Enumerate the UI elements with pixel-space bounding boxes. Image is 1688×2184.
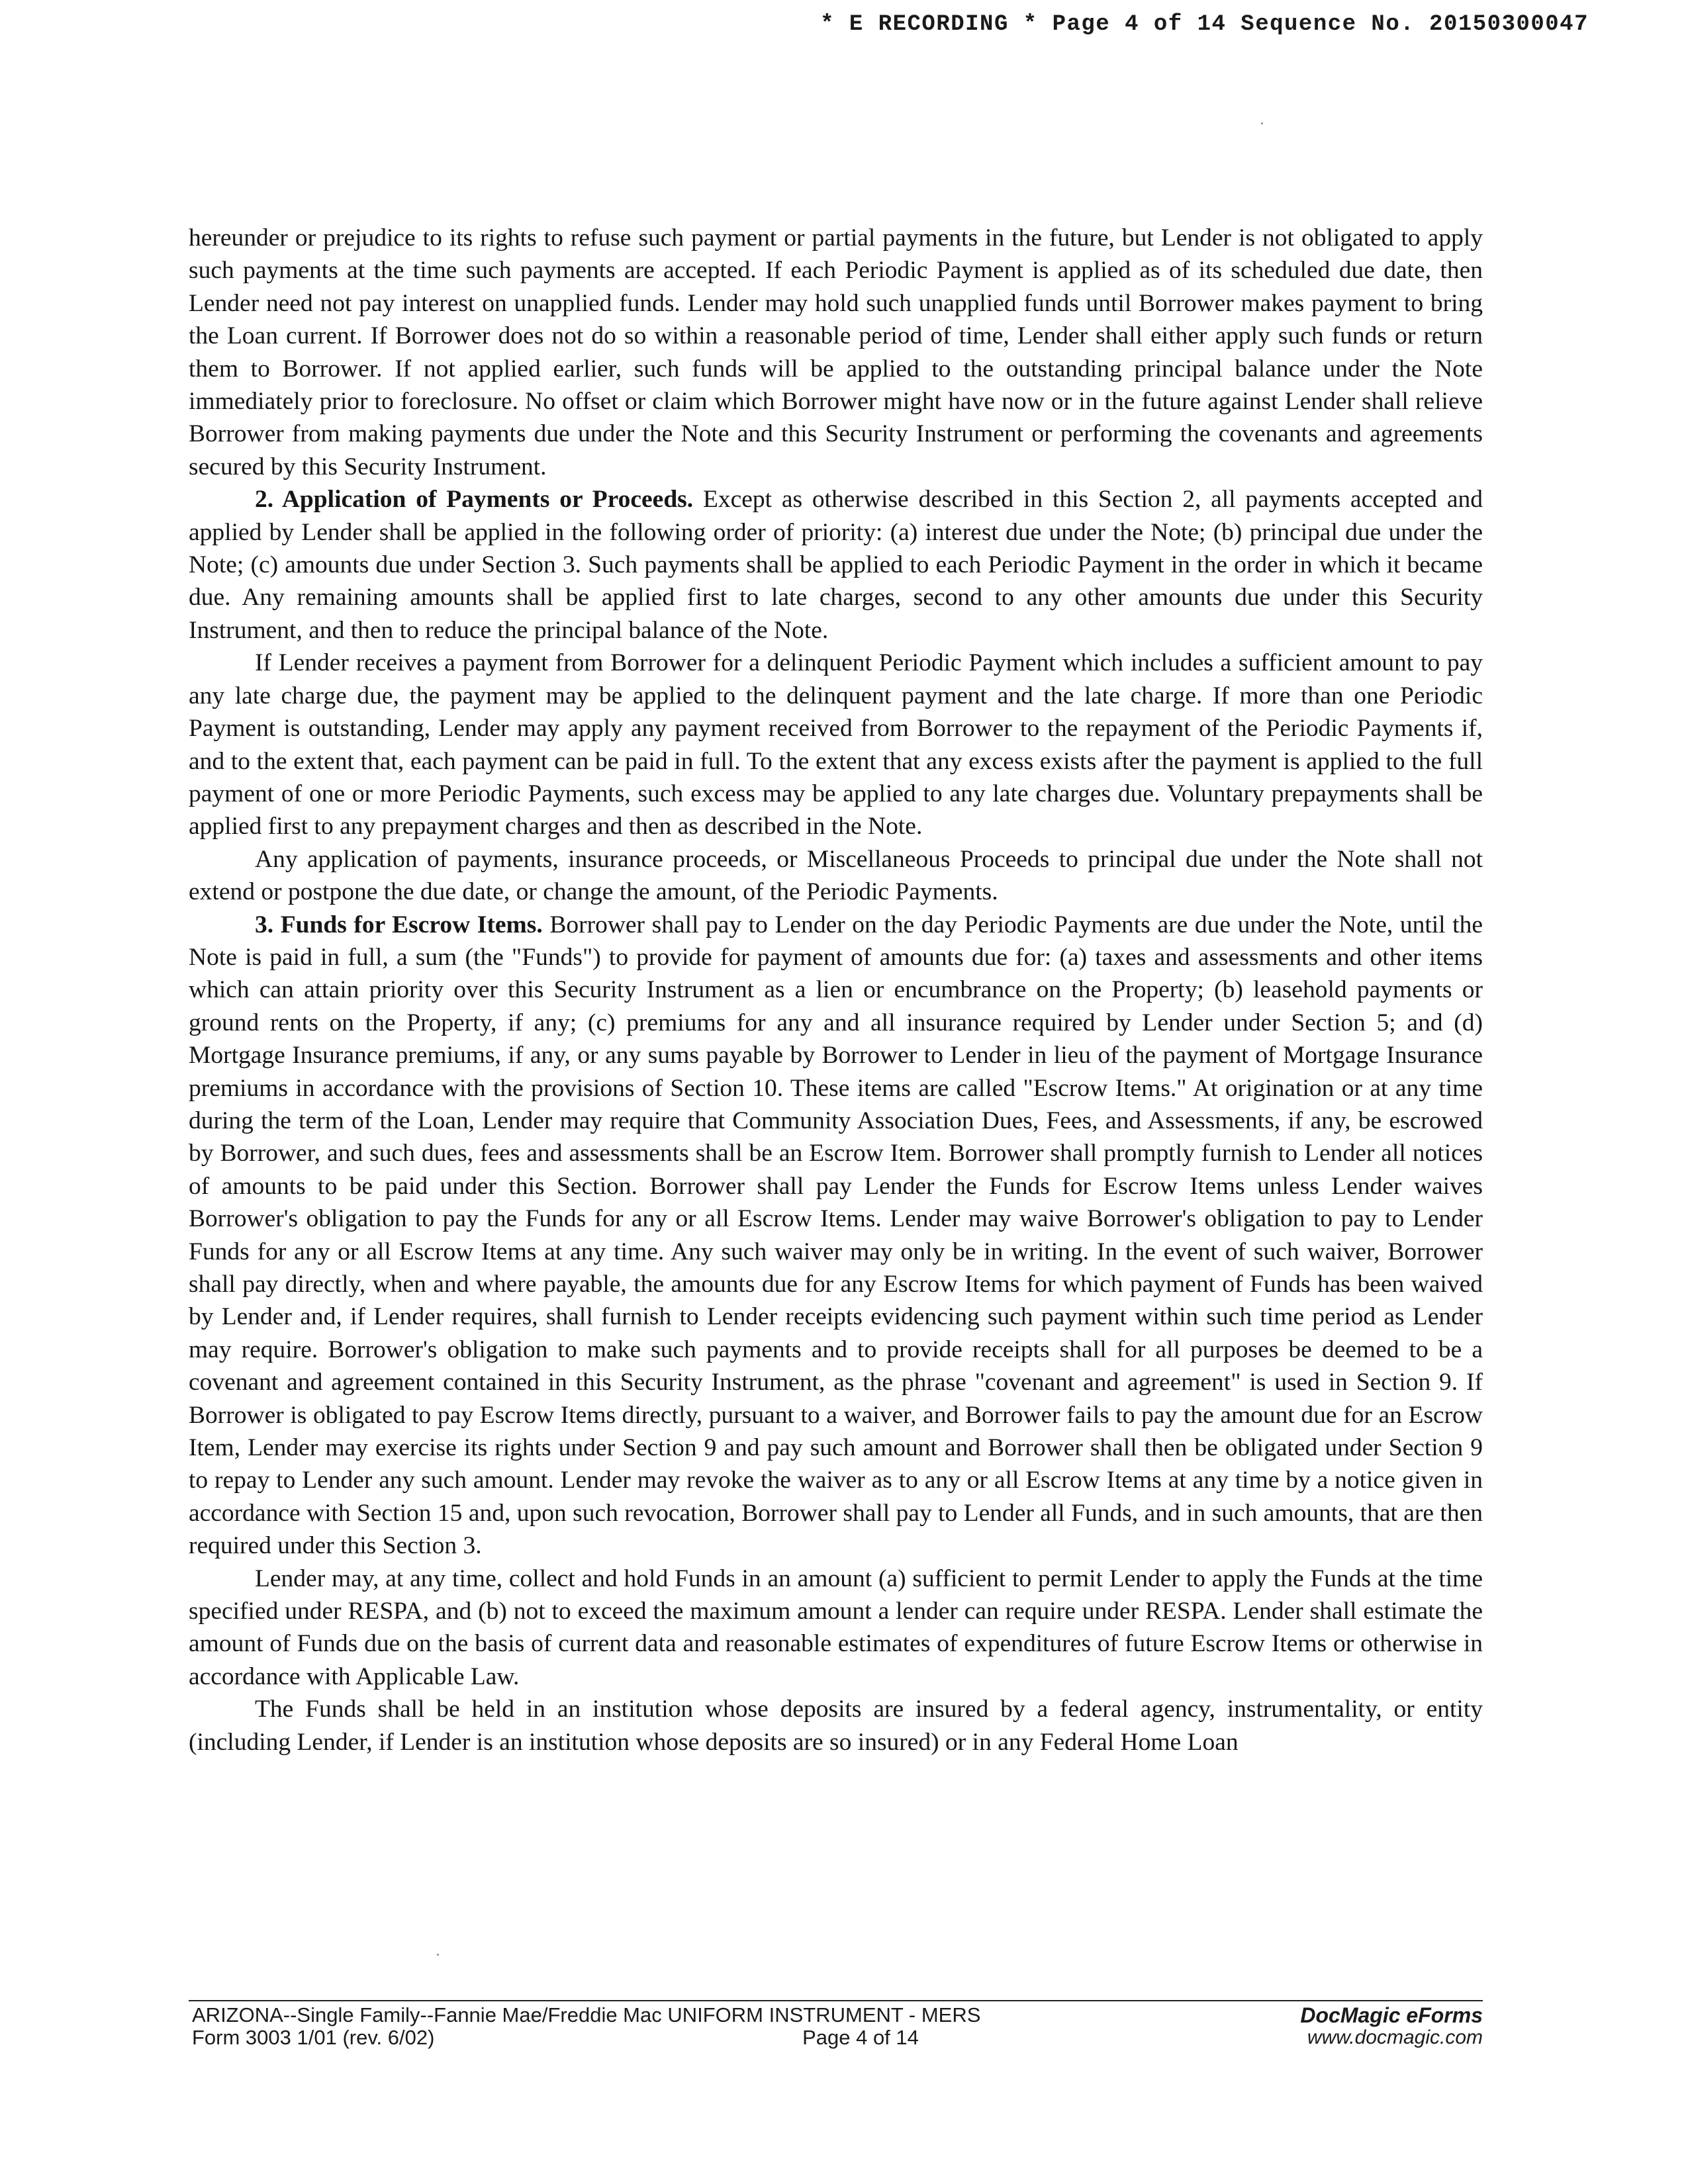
document-body xyxy=(189,222,1483,1758)
paragraph xyxy=(189,647,1483,842)
section-2-heading: 2. Application of Payments or Proceeds. xyxy=(255,486,703,514)
paragraph-continuation xyxy=(189,222,1483,483)
recording-header: * E RECORDING * Page 4 of 14 Sequence No. 20150300047 xyxy=(820,12,1589,37)
paragraph-text: The Funds shall be held in an institution whose deposits are insured by a federal agency, instrumentality, or entity (including Lender, if Lender is an institution whose deposits are so insured) or in any Federal Home Loan xyxy=(189,1696,1483,1756)
footer-brand-block xyxy=(1300,2004,1483,2049)
paragraph xyxy=(189,1693,1483,1758)
paragraph xyxy=(189,843,1483,909)
footer-url: www.docmagic.com xyxy=(1307,2026,1483,2048)
paragraph-text: Except as otherwise described in this Section 2, all payments accepted and applied by Lender shall be applied in the following order of priority: (a) interest due under the Note; (b) principal due under the Note; (c) amounts due under Section 3. Such payments shall be applied to each Periodic Payment in the order in which it became due. Any remaining amounts shall be applied first to late charges, second to any other amounts due under this Security Instrument, and then to reduce the principal balance of the Note. xyxy=(189,486,1483,644)
paragraph xyxy=(189,1563,1483,1694)
paragraph-text: Any application of payments, insurance proceeds, or Miscellaneous Proceeds to principal due under the Note shall not extend or postpone the due date, or change the amount, of the Periodic Payments. xyxy=(189,845,1483,906)
paragraph-text: Lender may, at any time, collect and hold Funds in an amount (a) sufficient to permit Lender to apply the Funds at the time specified under RESPA, and (b) not to exceed the maximum amount a lender can require under RESPA. Lender shall estimate the amount of Funds due on the basis of current data and reasonable estimates of expenditures of future Escrow Items or otherwise in accordance with Applicable Law. xyxy=(189,1565,1483,1690)
paragraph-text: Borrower shall pay to Lender on the day Periodic Payments are due under the Note, until the Note is paid in full, a sum (the "Funds") to provide for payment of amounts due for: (a) taxes and assessments and other items which can attain priority over this Security Instrument as a lien or encumbrance on the Property; (b) leasehold payments or ground rents on the Property, if any; (c) premiums for any and all insurance required by Lender under Section 5; and (d) Mortgage Insurance premiums, if any, or any sums payable by Borrower to Lender in lieu of the payment of Mortgage Insurance premiums in accordance with the provisions of Section 10. These items are called "Escrow Items." At origination or at any time during the term of the Loan, Lender may require that Community Association Dues, Fees, and Assessments, if any, be escrowed by Borrower, and such dues, fees and assessments shall be an Escrow Item. Borrower shall promptly furnish to Lender all notices of amounts to be paid under this Section. Borrower shall pay Lender the Funds for Escrow Items unless Lender waives Borrower's obligation to pay the Funds for any or all Escrow Items. Lender may waive Borrower's obligation to pay to Lender Funds for any or all Escrow Items at any time. Any such waiver may only be in writing. In the event of such waiver, Borrower shall pay directly, when and where payable, the amounts due for any Escrow Items for which payment of Funds has been waived by Lender and, if Lender requires, shall furnish to Lender receipts evidencing such payment within such time period as Lender may require. Borrower's obligation to make such payments and to provide receipts shall for all purposes be deemed to be a covenant and agreement contained in this Security Instrument, as the phrase "covenant and agreement" is used in Section 9. If Borrower is obligated to pay Escrow Items directly, pursuant to a waiver, and Borrower fails to pay the amount due for an Escrow Item, Lender may exercise its rights under Section 9 and pay such amount and Borrower shall then be obligated under Section 9 to repay to Lender any such amount. Lender may revoke the waiver as to any or all Escrow Items at any time by a notice given in accordance with Section 15 and, upon such revocation, Borrower shall pay to Lender all Funds, and in such amounts, that are then required under this Section 3. xyxy=(189,911,1483,1560)
section-3-heading: 3. Funds for Escrow Items. xyxy=(255,911,550,938)
scan-speck xyxy=(437,1954,439,1956)
scan-speck xyxy=(1261,122,1263,124)
footer-page-number: Page 4 of 14 xyxy=(802,2026,919,2049)
footer-form-number: Form 3003 1/01 (rev. 6/02) xyxy=(192,2026,435,2049)
section-3-paragraph xyxy=(189,909,1483,1563)
section-2-paragraph xyxy=(189,483,1483,647)
docmagic-logo: DocMagic eForms xyxy=(1300,2003,1483,2027)
footer-divider xyxy=(189,2000,1483,2001)
footer-form-title: ARIZONA--Single Family--Fannie Mae/Freddie Mac UNIFORM INSTRUMENT - MERS xyxy=(192,2003,981,2026)
paragraph-text: hereunder or prejudice to its rights to refuse such payment or partial payments in the future, but Lender is not obligated to apply such payments at the time such payments are accepted. If each Periodic Payment is applied as of its scheduled due date, then Lender need not pay interest on unapplied funds. Lender may hold such unapplied funds until Borrower makes payment to bring the Loan current. If Borrower does not do so within a reasonable period of time, Lender shall either apply such funds or return them to Borrower. If not applied earlier, such funds will be applied to the outstanding principal balance under the Note immediately prior to foreclosure. No offset or claim which Borrower might have now or in the future against Lender shall relieve Borrower from making payments due under the Note and this Security Instrument or performing the covenants and agreements secured by this Security Instrument. xyxy=(189,224,1483,480)
paragraph-text: If Lender receives a payment from Borrower for a delinquent Periodic Payment which includes a sufficient amount to pay any late charge due, the payment may be applied to the delinquent payment and the late charge. If more than one Periodic Payment is outstanding, Lender may apply any payment received from Borrower to the repayment of the Periodic Payments if, and to the extent that, each payment can be paid in full. To the extent that any excess exists after the payment is applied to the full payment of one or more Periodic Payments, such excess may be applied to any late charges due. Voluntary prepayments shall be applied first to any prepayment charges and then as described in the Note. xyxy=(189,649,1483,841)
